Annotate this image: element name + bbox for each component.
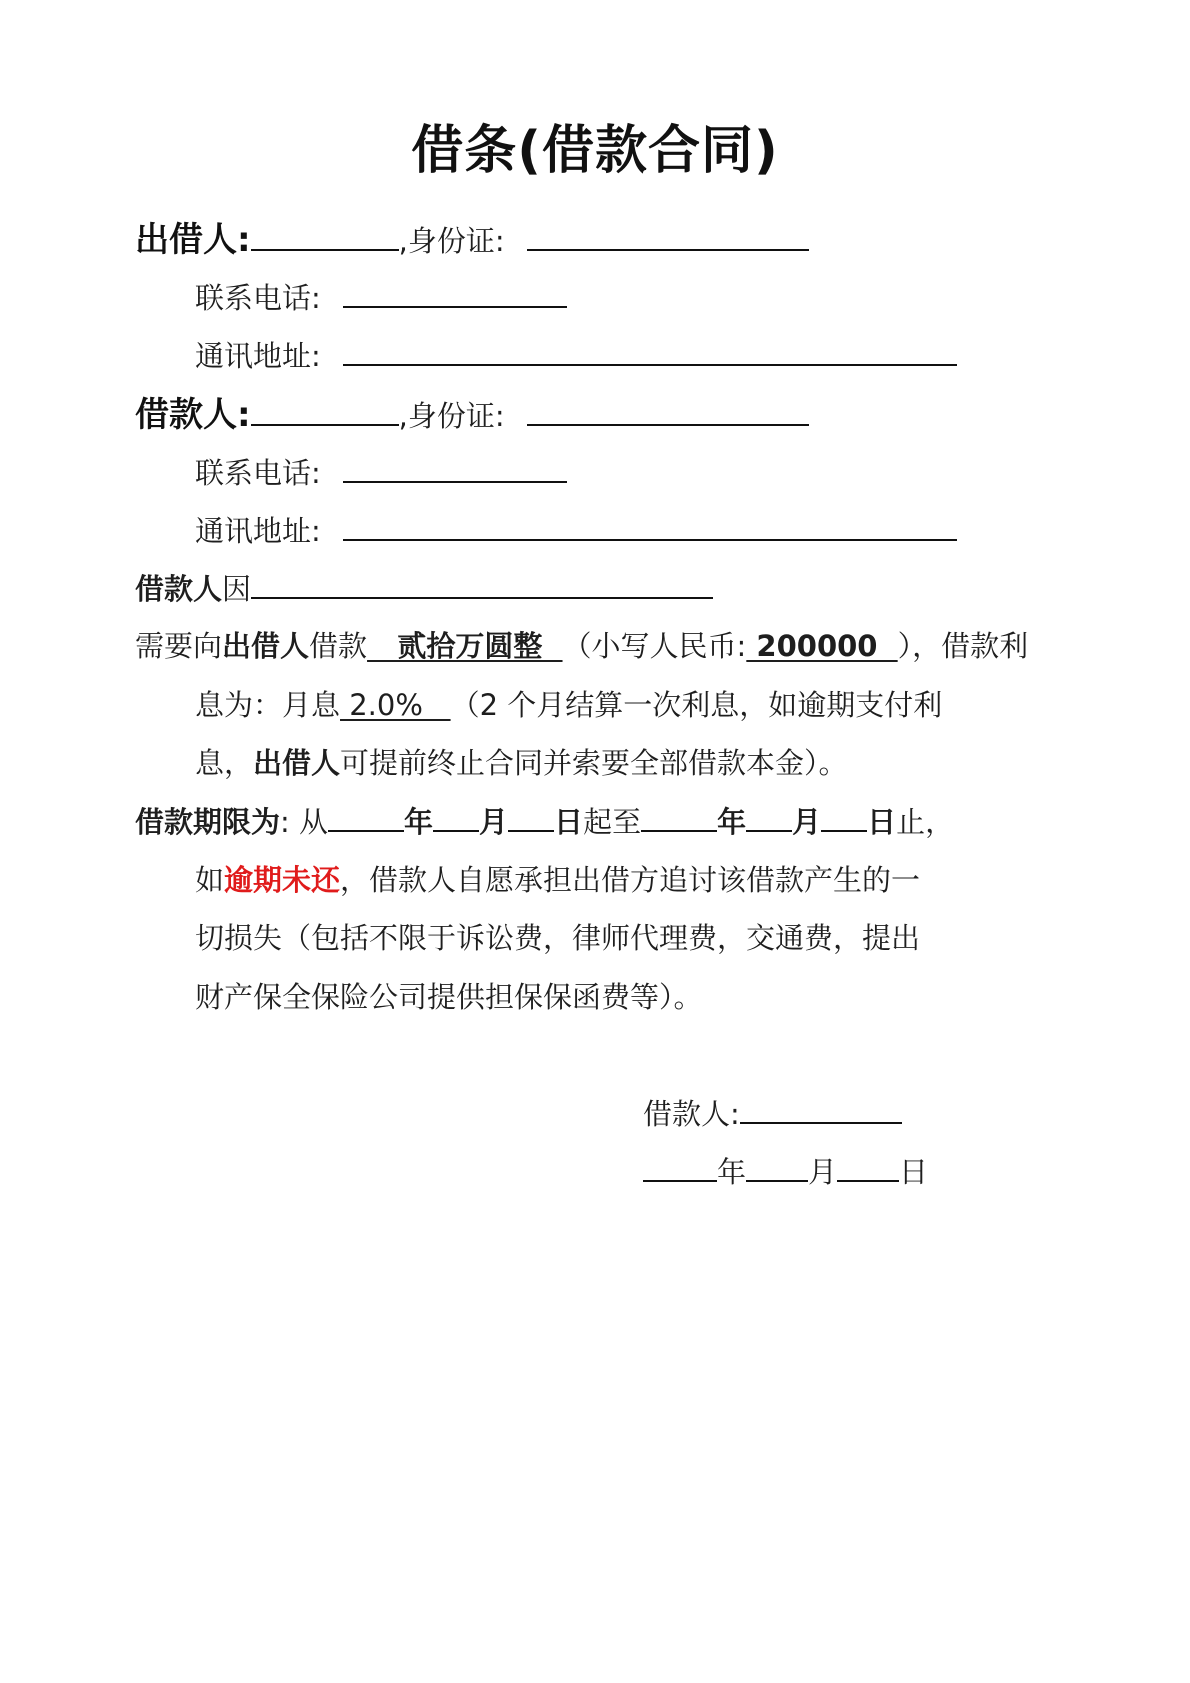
borrower-id-field[interactable]	[527, 396, 809, 426]
end-month-field[interactable]	[746, 802, 792, 832]
loan-lender: 出借人	[222, 629, 310, 663]
end-month-label: 月	[792, 805, 822, 839]
signature-row	[643, 1092, 902, 1136]
lender-name-field[interactable]	[251, 221, 399, 251]
term-line-1	[135, 800, 954, 844]
borrower-address-label: 通讯地址:	[195, 514, 321, 548]
loan-amount-words: 贰拾万圆整	[367, 629, 563, 663]
borrower-id-label: ,身份证:	[398, 399, 505, 433]
loan-line-3	[195, 741, 848, 785]
overdue-warning: 逾期未还	[224, 863, 341, 897]
term-from: : 从	[280, 805, 329, 839]
loan-line-1	[135, 624, 1028, 668]
start-year-field[interactable]	[328, 802, 404, 832]
loan-prefix: 需要向	[135, 629, 223, 663]
borrower-address-field[interactable]	[343, 511, 957, 541]
borrower-address-row	[195, 509, 957, 553]
loan-line3-lender: 出借人	[253, 746, 341, 780]
loan-line-2	[195, 683, 942, 727]
lender-label: 出借人:	[135, 220, 251, 260]
term-line4: 财产保全保险公司提供担保保函费等）。	[195, 980, 703, 1014]
borrower-phone-row	[195, 451, 567, 495]
term-line2-prefix: 如	[195, 863, 225, 897]
start-month-field[interactable]	[433, 802, 479, 832]
term-line-3	[195, 916, 920, 960]
loan-line3-prefix: 息，	[195, 746, 254, 780]
start-day-label: 日	[554, 805, 584, 839]
term-to: 起至	[583, 805, 642, 839]
borrower-label: 借款人:	[135, 395, 251, 435]
interest-terms: （2 个月结算一次利息，如逾期支付利	[450, 688, 943, 722]
signature-field[interactable]	[740, 1094, 902, 1124]
borrower-name-field[interactable]	[251, 396, 399, 426]
interest-label: 息为：月息	[195, 688, 341, 722]
borrower-phone-label: 联系电话:	[195, 456, 321, 490]
signature-label: 借款人:	[643, 1097, 740, 1131]
reason-field[interactable]	[251, 569, 713, 599]
sign-month-label: 月	[808, 1155, 838, 1189]
term-line3: 切损失（包括不限于诉讼费，律师代理费，交通费，提出	[195, 921, 921, 955]
lender-id-field[interactable]	[527, 221, 809, 251]
sign-year-label: 年	[717, 1155, 747, 1189]
loan-small-prefix: （小写人民币:	[562, 629, 747, 663]
lender-id-label: ,身份证:	[398, 224, 505, 258]
interest-rate: 2.0%	[340, 688, 451, 722]
term-line-4	[195, 975, 703, 1019]
loan-mid: 借款	[309, 629, 368, 663]
sign-day-label: 日	[899, 1155, 929, 1189]
start-year-label: 年	[404, 805, 434, 839]
end-year-field[interactable]	[641, 802, 717, 832]
loan-suffix: ），借款利	[897, 629, 1029, 663]
term-label: 借款期限为	[135, 805, 281, 839]
lender-phone-row	[195, 276, 567, 320]
end-year-label: 年	[717, 805, 747, 839]
document-title: 借条(借款合同)	[411, 121, 779, 181]
reason-label: 因	[222, 572, 252, 606]
term-end: 止，	[896, 805, 955, 839]
loan-line3-rest: 可提前终止合同并索要全部借款本金）。	[340, 746, 848, 780]
sign-month-field[interactable]	[746, 1152, 808, 1182]
lender-address-field[interactable]	[343, 336, 957, 366]
lender-phone-label: 联系电话:	[195, 281, 321, 315]
sign-year-field[interactable]	[643, 1152, 717, 1182]
reason-borrower-label: 借款人	[135, 572, 223, 606]
lender-phone-field[interactable]	[343, 278, 567, 308]
lender-address-label: 通讯地址:	[195, 339, 321, 373]
term-line-2	[195, 858, 920, 902]
reason-row	[135, 567, 713, 611]
end-day-label: 日	[867, 805, 897, 839]
sign-day-field[interactable]	[837, 1152, 899, 1182]
borrower-row	[135, 393, 809, 438]
start-day-field[interactable]	[508, 802, 554, 832]
signature-date-row	[643, 1150, 928, 1194]
borrower-phone-field[interactable]	[343, 453, 567, 483]
lender-address-row	[195, 334, 957, 378]
lender-row	[135, 218, 809, 263]
start-month-label: 月	[479, 805, 509, 839]
loan-amount-number: 200000	[746, 629, 898, 663]
end-day-field[interactable]	[821, 802, 867, 832]
term-line2-rest: ，借款人自愿承担出借方追讨该借款产生的一	[340, 863, 921, 897]
